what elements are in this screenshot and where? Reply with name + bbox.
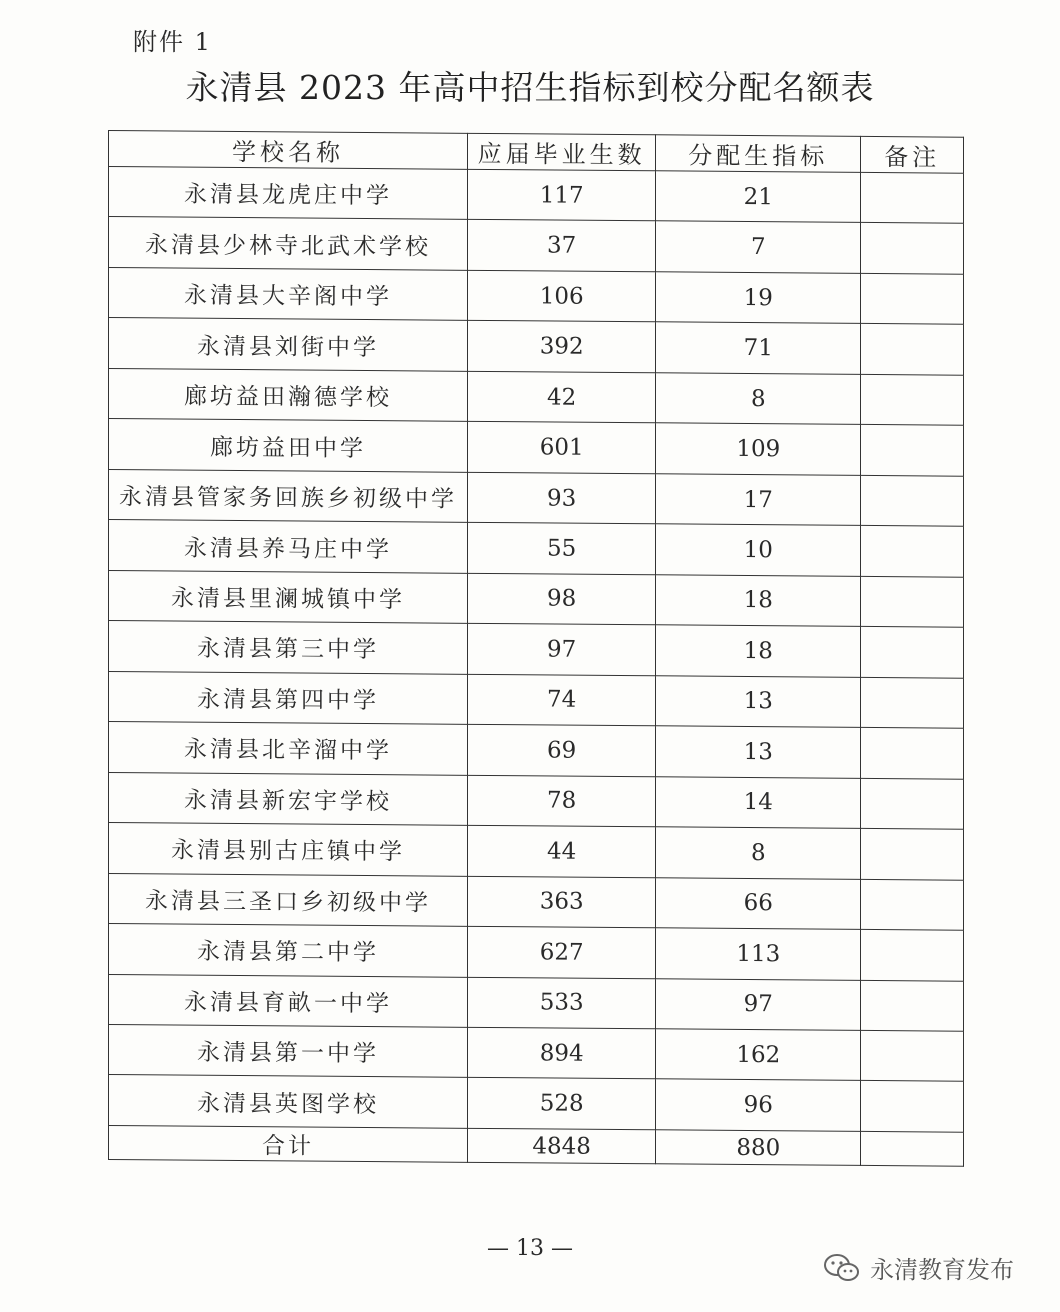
note-cell bbox=[861, 728, 964, 779]
total-note bbox=[861, 1131, 964, 1166]
graduates-cell: 69 bbox=[468, 724, 656, 776]
table-row bbox=[109, 419, 964, 476]
school-name-cell: 永清县养马庄中学 bbox=[109, 520, 468, 573]
school-name-cell: 永清县第一中学 bbox=[109, 1024, 468, 1077]
header-note: 备注 bbox=[861, 136, 964, 173]
quota-cell: 97 bbox=[656, 978, 861, 1030]
quota-cell: 162 bbox=[656, 1029, 861, 1081]
table-row bbox=[109, 671, 964, 728]
wechat-icon bbox=[822, 1252, 862, 1284]
table-row bbox=[109, 974, 964, 1031]
school-name-cell: 永清县里澜城镇中学 bbox=[109, 570, 468, 623]
quota-cell: 14 bbox=[656, 776, 861, 828]
school-name-cell: 永清县龙虎庄中学 bbox=[109, 167, 468, 220]
table-row bbox=[109, 570, 964, 627]
table-header-row bbox=[109, 131, 964, 174]
quota-table-wrapper bbox=[108, 130, 964, 1167]
graduates-cell: 106 bbox=[468, 270, 656, 322]
quota-cell: 13 bbox=[656, 726, 861, 778]
quota-cell: 18 bbox=[656, 575, 861, 627]
quota-cell: 66 bbox=[656, 877, 861, 929]
school-name-cell: 永清县育畝一中学 bbox=[109, 974, 468, 1027]
school-name-cell: 永清县管家务回族乡初级中学 bbox=[109, 469, 468, 522]
graduates-cell: 528 bbox=[468, 1078, 656, 1130]
note-cell bbox=[861, 526, 964, 577]
school-name-cell: 永清县新宏宇学校 bbox=[109, 772, 468, 825]
note-cell bbox=[861, 778, 964, 829]
note-cell bbox=[861, 324, 964, 375]
document-title: 永清县 2023 年高中招生指标到校分配名额表 bbox=[185, 68, 875, 107]
quota-cell: 8 bbox=[656, 827, 861, 879]
total-graduates: 4848 bbox=[468, 1128, 656, 1163]
school-name-cell: 永清县别古庄镇中学 bbox=[109, 823, 468, 876]
table-body bbox=[109, 167, 964, 1133]
table-row bbox=[109, 873, 964, 930]
school-name-cell: 永清县英图学校 bbox=[109, 1075, 468, 1128]
table-row bbox=[109, 1075, 964, 1132]
graduates-cell: 601 bbox=[468, 422, 656, 474]
note-cell bbox=[861, 980, 964, 1031]
graduates-cell: 37 bbox=[468, 220, 656, 272]
quota-cell: 8 bbox=[656, 373, 861, 425]
school-name-cell: 永清县第四中学 bbox=[109, 671, 468, 724]
header-school-name: 学校名称 bbox=[109, 131, 468, 170]
quota-cell: 7 bbox=[656, 221, 861, 273]
total-label: 合计 bbox=[109, 1126, 468, 1163]
quota-cell: 18 bbox=[656, 625, 861, 677]
table-row bbox=[109, 167, 964, 224]
total-row bbox=[109, 1126, 964, 1167]
table-row bbox=[109, 722, 964, 779]
note-cell bbox=[861, 929, 964, 980]
note-cell bbox=[861, 1081, 964, 1132]
page-number: — 13 — bbox=[487, 1236, 573, 1261]
school-name-cell: 永清县刘街中学 bbox=[109, 318, 468, 371]
graduates-cell: 55 bbox=[468, 523, 656, 575]
school-name-cell: 永清县第三中学 bbox=[109, 621, 468, 674]
graduates-cell: 97 bbox=[468, 624, 656, 676]
graduates-cell: 74 bbox=[468, 674, 656, 726]
table-row bbox=[109, 318, 964, 375]
table-row bbox=[109, 924, 964, 981]
note-cell bbox=[861, 829, 964, 880]
quota-table bbox=[108, 130, 964, 1167]
table-row bbox=[109, 621, 964, 678]
table-row bbox=[109, 1024, 964, 1081]
note-cell bbox=[861, 677, 964, 728]
graduates-cell: 93 bbox=[468, 472, 656, 524]
note-cell bbox=[861, 576, 964, 627]
attachment-label: 附件 1 bbox=[133, 28, 212, 56]
school-name-cell: 廊坊益田瀚德学校 bbox=[109, 368, 468, 421]
quota-cell: 71 bbox=[656, 322, 861, 374]
quota-cell: 10 bbox=[656, 524, 861, 576]
graduates-cell: 117 bbox=[468, 169, 656, 221]
table-row bbox=[109, 772, 964, 829]
graduates-cell: 98 bbox=[468, 573, 656, 625]
header-quota: 分配生指标 bbox=[656, 135, 861, 173]
note-cell bbox=[861, 172, 964, 223]
note-cell bbox=[861, 627, 964, 678]
table-row bbox=[109, 267, 964, 324]
graduates-cell: 363 bbox=[468, 876, 656, 928]
quota-cell: 113 bbox=[656, 928, 861, 980]
school-name-cell: 永清县北辛溜中学 bbox=[109, 722, 468, 775]
table-row bbox=[109, 368, 964, 425]
quota-cell: 21 bbox=[656, 171, 861, 223]
table-row bbox=[109, 823, 964, 880]
graduates-cell: 392 bbox=[468, 321, 656, 373]
table-row bbox=[109, 520, 964, 577]
school-name-cell: 永清县少林寺北武术学校 bbox=[109, 217, 468, 270]
quota-cell: 13 bbox=[656, 675, 861, 727]
graduates-cell: 44 bbox=[468, 825, 656, 877]
graduates-cell: 627 bbox=[468, 926, 656, 978]
graduates-cell: 533 bbox=[468, 977, 656, 1029]
watermark bbox=[822, 1250, 1014, 1285]
table-row bbox=[109, 217, 964, 274]
school-name-cell: 永清县三圣口乡初级中学 bbox=[109, 873, 468, 926]
quota-cell: 17 bbox=[656, 474, 861, 526]
quota-cell: 109 bbox=[656, 423, 861, 475]
note-cell bbox=[861, 273, 964, 324]
school-name-cell: 廊坊益田中学 bbox=[109, 419, 468, 472]
note-cell bbox=[861, 374, 964, 425]
note-cell bbox=[861, 879, 964, 930]
graduates-cell: 42 bbox=[468, 371, 656, 423]
quota-cell: 96 bbox=[656, 1079, 861, 1131]
graduates-cell: 894 bbox=[468, 1027, 656, 1079]
school-name-cell: 永清县第二中学 bbox=[109, 924, 468, 977]
header-graduates: 应届毕业生数 bbox=[468, 133, 656, 170]
watermark-text: 永清教育发布 bbox=[870, 1256, 1014, 1284]
school-name-cell: 永清县大辛阁中学 bbox=[109, 267, 468, 320]
note-cell bbox=[861, 1030, 964, 1081]
total-quota: 880 bbox=[656, 1130, 861, 1166]
note-cell bbox=[861, 425, 964, 476]
graduates-cell: 78 bbox=[468, 775, 656, 827]
quota-cell: 19 bbox=[656, 272, 861, 324]
note-cell bbox=[861, 475, 964, 526]
table-row bbox=[109, 469, 964, 526]
note-cell bbox=[861, 223, 964, 274]
